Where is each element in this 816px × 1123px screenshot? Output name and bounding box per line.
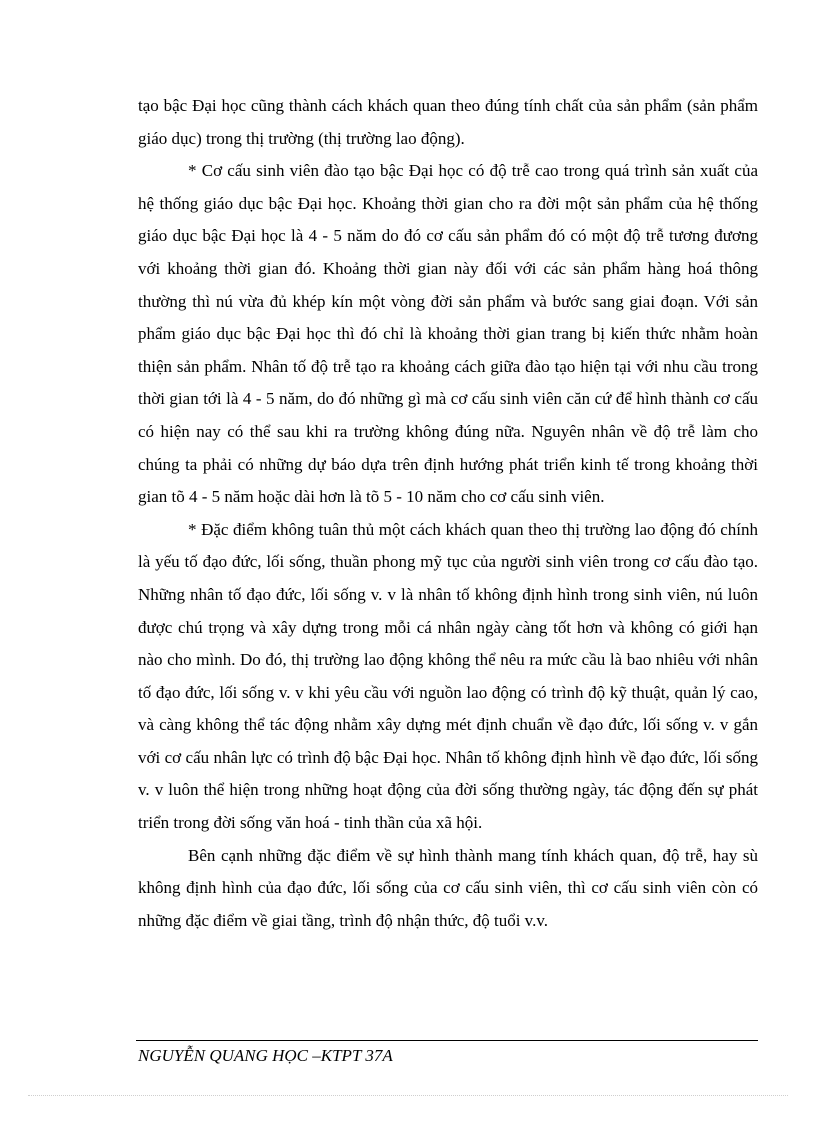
page-bottom-divider [28,1095,788,1096]
paragraph-continuation: tạo bậc Đại học cũng thành cách khách quan theo đúng tính chất của sản phẩm (sản phẩm giáo dục) trong thị trường (thị trường lao động). [138,96,758,148]
footer-author: NGUYỄN QUANG HỌC –KTPT 37A [138,1046,393,1065]
body-text [138,90,758,937]
paragraph-time-lag: * Cơ cấu sinh viên đào tạo bậc Đại học có độ trễ cao trong quá trình sản xuất của hệ thống giáo dục bậc Đại học. Khoảng thời gian cho ra đời một sản phẩm của hệ thống giáo dục bậc Đại học là 4 - 5 năm do đó cơ cấu sản phẩm đó có một độ trễ tương đương với khoảng thời gian đó. Khoảng thời gian này đối với các sản phẩm hàng hoá thông thường thì nú vừa đủ khép kín một vòng đời sản phẩm và bước sang giai đoạn. Với sản phẩm giáo dục bậc Đại học thì đó chỉ là khoảng thời gian trang bị kiến thức nhằm hoàn thiện sản phẩm. Nhân tố độ trễ tạo ra khoảng cách giữa đào tạo hiện tại với nhu cầu trong thời gian tới là 4 - 5 năm, do đó những gì mà cơ cấu sinh viên căn cứ để hình thành cơ cấu có hiện nay có thể sau khi ra trường không đúng nữa. Nguyên nhân về độ trễ làm cho chúng ta phải có những dự báo dựa trên định hướng phát triển kinh tế trong khoảng thời gian tõ 4 - 5 năm hoặc dài hơn là tõ 5 - 10 năm cho cơ cấu sinh viên. [138,161,758,507]
paragraph-other-features: Bên cạnh những đặc điểm về sự hình thành mang tính khách quan, độ trễ, hay sù không định hình của đạo đức, lối sống của cơ cấu sinh viên, thì cơ cấu sinh viên còn có những đặc điểm về giai tầng, trình độ nhận thức, độ tuổi v.v. [138,845,758,930]
paragraph-ethics: * Đặc điểm không tuân thủ một cách khách quan theo thị trường lao động đó chính là yếu tố đạo đức, lối sống, thuần phong mỹ tục của người sinh viên trong cơ cấu đào tạo. Những nhân tố đạo đức, lối sống v. v là nhân tố không định hình trong sinh viên, nú luôn được chú trọng và xây dựng trong mỗi cá nhân ngày càng tốt hơn và không có giới hạn nào cho mình. Do đó, thị trường lao động không thể nêu ra mức cầu là bao nhiêu với nhân tố đạo đức, lối sống v. v khi yêu cầu với nguồn lao động có trình độ kỹ thuật, quản lý cao, và càng không thể tác động nhằm xây dựng mét định chuẩn về đạo đức, lối sống v. v gắn với cơ cấu nhân lực có trình độ bậc Đại học. Nhân tố không định hình về đạo đức, lối sống v. v luôn thể hiện trong những hoạt động của đời sống thường ngày, tác động đến sự phát triển trong đời sống văn hoá - tinh thần của xã hội. [138,519,758,833]
footer-divider [136,1040,758,1041]
